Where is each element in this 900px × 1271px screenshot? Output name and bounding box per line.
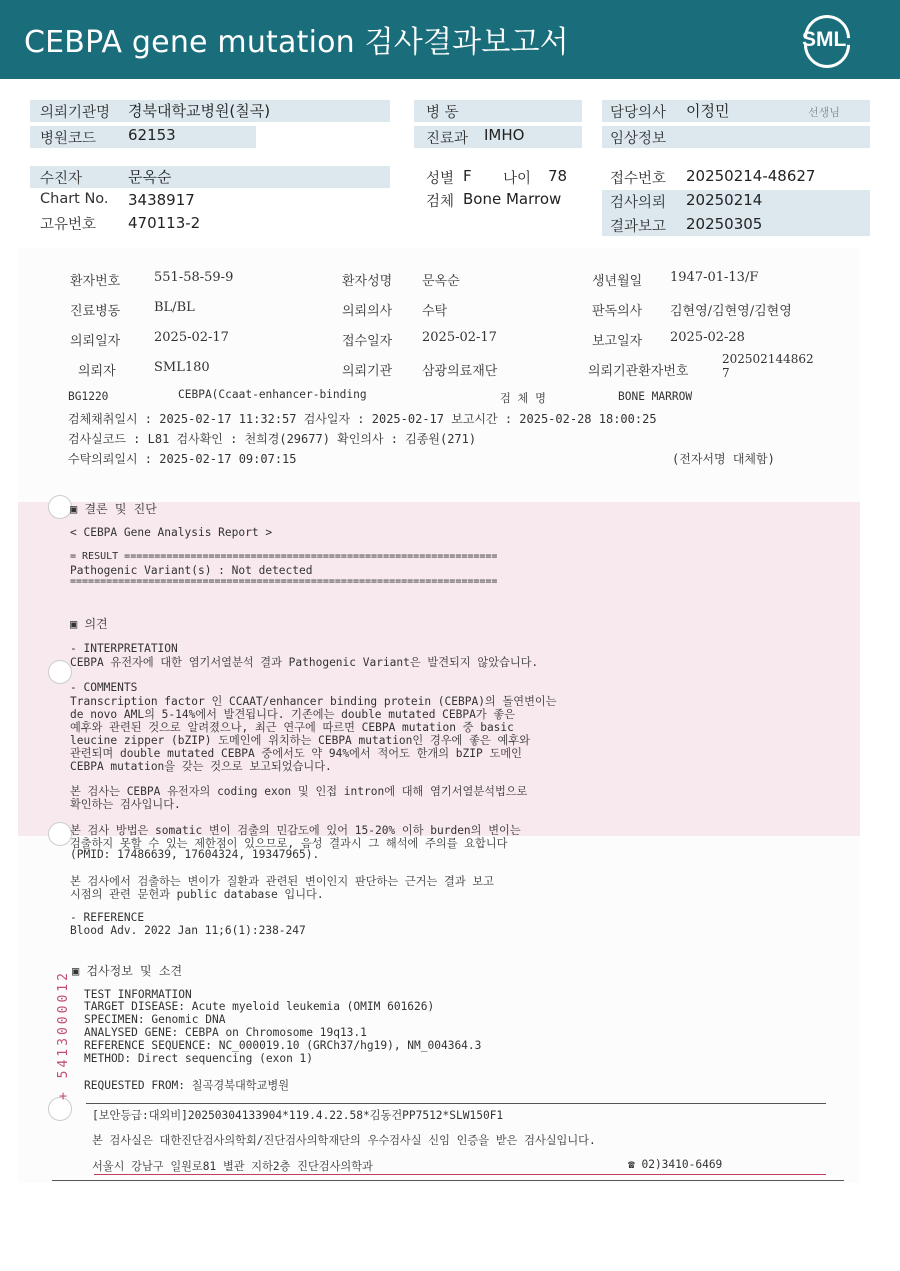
scan-specimen-label: 검 체 명	[500, 392, 546, 405]
scan-req-inst: 삼광의료재단	[422, 364, 498, 379]
scan-esign-note: (전자서명 대체함)	[672, 452, 775, 466]
scan-patient-name: 문옥순	[422, 274, 460, 289]
scan-test-code: BG1220	[68, 390, 109, 403]
punch-hole-3	[48, 822, 72, 846]
comments-line-1: Transcription factor 인 CCAAT/enhancer binding protein (CEBPA)의 돌연변이는	[70, 695, 557, 708]
scan-reader: 김현영/김현영/김현영	[670, 304, 792, 319]
inst-value: 경북대학교병원(칠곡)	[128, 102, 271, 120]
scan-specimen: BONE MARROW	[618, 390, 693, 403]
side-serial-number: + 5413000012	[56, 970, 71, 1100]
phone-line: ☎ 02)3410-6469	[628, 1158, 723, 1171]
footer-rule-top	[86, 1103, 826, 1104]
result-separator-bottom: =======================================================================	[70, 576, 498, 587]
reference-sequence: REFERENCE SEQUENCE: NC_000019.10 (GRCh37/hg19), NM_004364.3	[84, 1039, 482, 1052]
test-info-heading: TEST INFORMATION	[84, 988, 192, 1001]
sex-value: F	[463, 167, 472, 185]
specimen-value: Bone Marrow	[463, 190, 562, 208]
requested-from: REQUESTED FROM: 칠곡경북대학교병원	[84, 1079, 290, 1092]
comments-line-5: 관련되며 double mutated CEBPA 중에서도 약 94%에서 적어도 한개의 bZIP 도메인	[70, 747, 522, 760]
security-line: [보안등급:대외비]20250304133904*119.4.22.58*김동건PP7512*SLW150F1	[92, 1109, 504, 1122]
inst-label: 의뢰기관명	[40, 105, 111, 121]
comments-line-3: 예후와 관련된 것으로 알려졌으나, 최근 연구에 따르면 CEBPA mutation 중 basic	[70, 721, 514, 734]
comments-line-8: 확인하는 검사입니다.	[70, 798, 181, 811]
scan-birth: 1947-01-13/F	[670, 270, 759, 285]
specimen-label: 검체	[426, 194, 455, 210]
result-separator-top: = RESULT ==============================================================	[70, 551, 498, 562]
reference-heading: - REFERENCE	[70, 911, 145, 924]
dept-label: 진료과	[426, 131, 469, 147]
target-disease: TARGET DISEASE: Acute myeloid leukemia (OMIM 601626)	[84, 1000, 435, 1013]
scan-requester: SML180	[154, 360, 210, 375]
receipt-label: 접수번호	[610, 171, 667, 187]
scan-patient-no: 551-58-59-9	[154, 270, 234, 285]
doctor-label: 담당의사	[610, 105, 667, 121]
footer-rule-red	[94, 1174, 826, 1175]
dept-value: IMHO	[484, 126, 525, 144]
scan-test-name: CEBPA(Ccaat-enhancer-binding	[178, 388, 367, 401]
scan-patient-name-label: 환자성명	[342, 274, 393, 289]
patient-label: 수진자	[40, 171, 83, 187]
scan-inst-patient-no: 202502144862	[722, 352, 814, 366]
scan-requester-label: 의뢰자	[78, 364, 116, 379]
scan-req-inst-label: 의뢰기관	[342, 364, 393, 379]
report-value: 20250305	[686, 215, 763, 233]
section-testinfo-title: ▣ 검사정보 및 소견	[72, 964, 183, 978]
method: METHOD: Direct sequencing (exon 1)	[84, 1052, 314, 1065]
footer-rule-bottom	[52, 1180, 844, 1181]
scan-ward: BL/BL	[154, 300, 195, 315]
interpretation-text: CEBPA 유전자에 대한 염기서열분석 결과 Pathogenic Variant은 발견되지 않았습니다.	[70, 656, 539, 669]
punch-hole-1	[48, 495, 72, 519]
comments-line-6: CEBPA mutation을 갖는 것으로 보고되었습니다.	[70, 760, 332, 773]
report-subtitle: < CEBPA Gene Analysis Report >	[70, 526, 273, 539]
logo-text: SML	[802, 28, 847, 51]
comments-line-7: 본 검사는 CEBPA 유전자의 coding exon 및 인접 intron에 대해 염기서열분석법으로	[70, 785, 528, 798]
ward-label: 병 동	[426, 105, 459, 121]
comments-line-13: 시점의 관련 문헌과 public database 입니다.	[70, 888, 324, 901]
request-value: 20250214	[686, 191, 763, 209]
scan-req-date: 2025-02-17	[154, 330, 229, 345]
scan-meta-line3: 수탁의뢰일시 : 2025-02-17 09:07:15	[68, 452, 297, 466]
report-label: 결과보고	[610, 219, 667, 235]
section-conclusion-title: ▣ 결론 및 진단	[70, 502, 157, 516]
chart-value: 3438917	[128, 191, 195, 209]
scan-birth-label: 생년월일	[592, 274, 643, 289]
doctor-value: 이정민	[686, 102, 730, 120]
uid-label: 고유번호	[40, 217, 97, 233]
age-label: 나이	[503, 171, 532, 187]
scan-meta-line2: 검사실코드 : L81 검사확인 : 천희경(29677) 확인의사 : 김종원(271)	[68, 432, 477, 446]
scan-rcv-date: 2025-02-17	[422, 330, 497, 345]
uid-value: 470113-2	[128, 214, 201, 232]
scan-reader-label: 판독의사	[592, 304, 643, 319]
scan-report-date-label: 보고일자	[592, 334, 643, 349]
code-value: 62153	[128, 126, 176, 144]
doctor-suffix: 선생님	[808, 106, 840, 119]
scan-inst-patient-no-cont: 7	[722, 366, 730, 380]
section-opinion-title: ▣ 의견	[70, 617, 108, 631]
comments-heading: - COMMENTS	[70, 681, 138, 694]
scan-req-doctor: 수탁	[422, 304, 448, 319]
comments-line-9: 본 검사 방법은 somatic 변이 검출의 민감도에 있어 15-20% 이하 burden의 변이는	[70, 824, 521, 837]
report-header	[0, 0, 900, 79]
comments-line-4: leucine zipper (bZIP) 도메인에 위치하는 CEBPA mutation인 경우에 좋은 예후와	[70, 734, 530, 747]
bar-patient	[30, 166, 390, 188]
receipt-value: 20250214-48627	[686, 167, 816, 185]
reference-text: Blood Adv. 2022 Jan 11;6(1):238-247	[70, 924, 306, 937]
clinical-label: 임상정보	[610, 131, 667, 147]
comments-line-10: 검출하지 못할 수 있는 제한점이 있으므로, 음성 결과시 그 해석에 주의를 요합니다	[70, 837, 508, 850]
address-line: 서울시 강남구 일원로81 별관 지하2층 진단검사의학과	[92, 1160, 373, 1173]
scan-req-date-label: 의뢰일자	[70, 334, 121, 349]
sml-logo	[796, 14, 856, 64]
analysed-gene: ANALYSED GENE: CEBPA on Chromosome 19q13.1	[84, 1026, 367, 1039]
scan-ward-label: 진료병동	[70, 304, 121, 319]
scan-inst-patient-no-label: 의뢰기관환자번호	[588, 364, 689, 379]
specimen-type: SPECIMEN: Genomic DNA	[84, 1013, 226, 1026]
age-value: 78	[548, 167, 568, 185]
scan-req-doctor-label: 의뢰의사	[342, 304, 393, 319]
comments-line-12: 본 검사에서 검출하는 변이가 질환과 관련된 변이인지 판단하는 근거는 결과 보고	[70, 875, 494, 888]
result-line: Pathogenic Variant(s) : Not detected	[70, 564, 313, 577]
scan-rcv-date-label: 접수일자	[342, 334, 393, 349]
scan-report-date: 2025-02-28	[670, 330, 745, 345]
chart-label: Chart No.	[40, 191, 109, 207]
sex-label: 성별	[426, 171, 455, 187]
scan-meta-line1: 검체채취일시 : 2025-02-17 11:32:57 검사일자 : 2025-02-17 보고시간 : 2025-02-28 18:00:25	[68, 412, 657, 426]
certification-line: 본 검사실은 대한진단검사의학회/진단검사의학재단의 우수검사실 신임 인증을 받은 검사실입니다.	[92, 1134, 596, 1147]
code-label: 병원코드	[40, 131, 97, 147]
request-label: 검사의뢰	[610, 195, 667, 211]
interpretation-heading: - INTERPRETATION	[70, 642, 178, 655]
punch-hole-2	[48, 660, 72, 684]
scan-patient-no-label: 환자번호	[70, 274, 121, 289]
patient-value: 문옥순	[128, 168, 172, 186]
report-title: CEBPA gene mutation 검사결과보고서	[24, 25, 569, 60]
punch-hole-4	[48, 1097, 72, 1121]
comments-line-2: de novo AML의 5-14%에서 발견됩니다. 기존에는 double mutated CEBPA가 좋은	[70, 708, 515, 721]
comments-line-11: (PMID: 17486639, 17604324, 19347965).	[70, 848, 320, 861]
